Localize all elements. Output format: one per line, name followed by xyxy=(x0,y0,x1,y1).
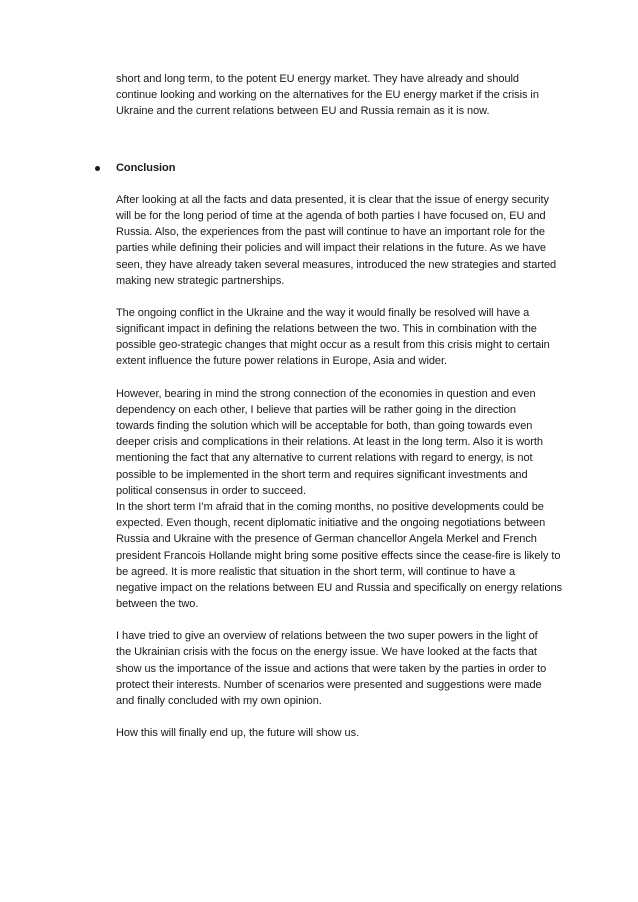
text-line: How this will finally end up, the future will show us. xyxy=(116,727,360,740)
text-line: extent influence the future power relations in Europe, Asia and wider. xyxy=(116,355,447,368)
text-line: significant impact in defining the relations between the two. This in combination with the xyxy=(116,323,537,336)
text-line: deeper crisis and complications in their relations. At least in the long term. Also it is worth xyxy=(116,436,543,449)
text-line: Russia. Also, the experiences from the past will continue to have an important role for the xyxy=(116,226,545,239)
spacer xyxy=(116,612,561,628)
text-line: negative impact on the relations between EU and Russia and specifically on energy relations xyxy=(116,581,563,594)
text-line: making new strategic partnerships. xyxy=(116,274,285,287)
text-line: After looking at all the facts and data presented, it is clear that the issue of energy security xyxy=(116,193,549,206)
spacer xyxy=(116,709,561,725)
text-line: continue looking and working on the alternatives for the EU energy market if the crisis in xyxy=(116,89,539,102)
text-line: protect their interests. Number of scenarios were presented and suggestions were made xyxy=(116,678,542,691)
text-line: mentioning the fact that any alternative to current relations with regard to energy, is not xyxy=(116,452,533,465)
conclusion-heading-row xyxy=(116,160,561,176)
spacer xyxy=(116,176,561,192)
text-line: In the short term I’m afraid that in the coming months, no positive developments could be xyxy=(116,500,544,513)
text-line: short and long term, to the potent EU energy market. They have already and should xyxy=(116,73,519,85)
spacer xyxy=(116,370,561,386)
document-body xyxy=(116,71,561,741)
text-line: expected. Even though, recent diplomatic initiative and the ongoing negotiations between xyxy=(116,517,546,530)
text-line: dependency on each other, I believe that parties will be rather going in the direction xyxy=(116,403,516,416)
paragraph-4 xyxy=(116,628,561,709)
paragraph-2 xyxy=(116,305,561,370)
text-line: between the two. xyxy=(116,598,199,611)
spacer xyxy=(116,120,561,160)
text-line: president Francois Hollande might bring some positive effects since the cease-fire is likely to xyxy=(116,549,561,562)
intro-paragraph xyxy=(116,71,561,120)
text-line: and finally concluded with my own opinion. xyxy=(116,695,322,707)
text-line: the Ukrainian crisis with the focus on the energy issue. We have looked at the facts that xyxy=(116,646,537,659)
text-line: political consensus in order to succeed. xyxy=(116,484,306,497)
text-line: I have tried to give an overview of relations between the two super powers in the light of xyxy=(116,630,538,643)
text-line: Ukraine and the current relations between EU and Russia remain as it is now. xyxy=(116,105,490,118)
text-line: towards finding the solution which will be acceptable for both, than going towards even xyxy=(116,420,533,432)
text-line: Russia and Ukraine with the presence of German chancellor Angela Merkel and French xyxy=(116,533,537,546)
text-line: possible geo-strategic changes that might occur as a result from this crisis might to certain xyxy=(116,339,550,352)
paragraph-3 xyxy=(116,386,561,613)
paragraph-1 xyxy=(116,192,561,289)
text-line: possible to be implemented in the short term and requires significant investments and xyxy=(116,468,528,481)
text-line: seen, they have already taken several measures, introduced the new strategies and started xyxy=(116,258,557,271)
section-heading: Conclusion xyxy=(116,161,176,174)
text-line: However, bearing in mind the strong connection of the economies in question and even xyxy=(116,387,536,400)
bullet-icon xyxy=(95,166,100,171)
text-line: be agreed. It is more realistic that situation in the short term, will continue to have a xyxy=(116,565,516,578)
paragraph-5 xyxy=(116,725,561,741)
text-line: will be for the long period of time at the agenda of both parties I have focused on, EU and xyxy=(116,209,546,222)
spacer xyxy=(116,289,561,305)
text-line: The ongoing conflict in the Ukraine and the way it would finally be resolved will have a xyxy=(116,306,530,319)
text-line: show us the importance of the issue and actions that were taken by the parties in order to xyxy=(116,662,547,675)
text-line: parties while defining their policies and will impact their relations in the future. As we have xyxy=(116,242,546,255)
